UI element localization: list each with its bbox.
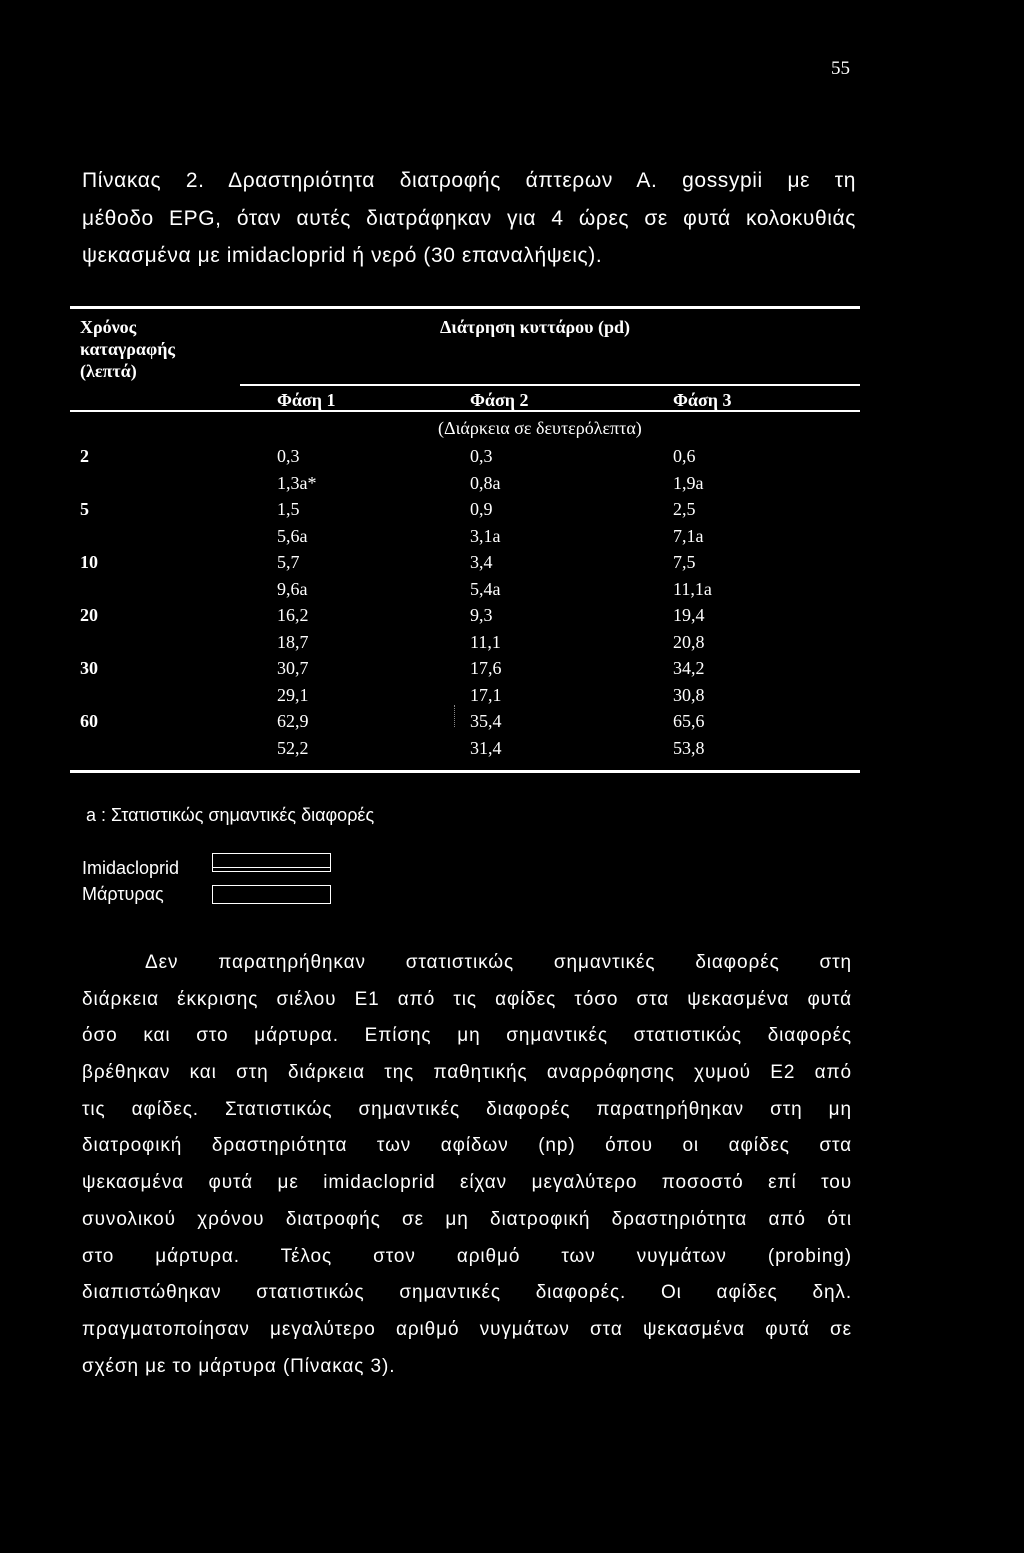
time-cell: 10	[80, 552, 98, 572]
phase-1-cell: 0,3	[277, 446, 300, 466]
unit-note: (Διάρκεια σε δευτερόλεπτα)	[438, 418, 642, 438]
body-line: πραγματοποίησαν μεγαλύτερο αριθμό νυγμάτων στα ψεκασμένα φυτά σε	[82, 1318, 852, 1340]
body-paragraph	[82, 945, 852, 1385]
phase-1-cell: 29,1	[277, 684, 309, 705]
phase-2-cell: 0,8a	[470, 472, 501, 493]
body-line: Δεν παρατηρήθηκαν στατιστικώς σημαντικές διαφορές στη	[145, 952, 852, 973]
time-header-line: Χρόνος	[80, 317, 137, 337]
caption-line: ψεκασμένα με imidacloprid ή νερό (30 επαναλήψεις).	[82, 244, 603, 267]
phase-1-cell: 16,2	[277, 605, 309, 625]
phase-3-cell: 20,8	[673, 631, 705, 652]
time-cell: 30	[80, 658, 98, 678]
phase-header-rule	[240, 384, 860, 386]
phase-2-cell: 9,3	[470, 605, 493, 625]
phase-3-cell: 2,5	[673, 499, 696, 519]
body-line: στο μάρτυρα. Τέλος στον αριθμό των νυγμάτων (probing)	[82, 1245, 852, 1267]
body-line: τις αφίδες. Στατιστικώς σημαντικές διαφορές παρατηρήθηκαν στη μη	[82, 1098, 852, 1120]
phase-2-cell: 17,6	[470, 658, 502, 678]
legend-imidacloprid-swatch	[212, 853, 331, 872]
group-header: Διάτρηση κυττάρου (pd)	[440, 317, 631, 337]
phase-1-cell: 5,7	[277, 552, 300, 572]
legend-control-swatch	[212, 885, 331, 904]
body-line: διάρκεια έκκρισης σιέλου E1 από τις αφίδες τόσο στα ψεκασμένα φυτά	[82, 988, 852, 1010]
phase-3-cell: 53,8	[673, 737, 705, 758]
phase-1-cell: 5,6a	[277, 525, 308, 546]
phase-3-cell: 7,5	[673, 552, 696, 572]
time-header	[80, 316, 175, 382]
phase-3-cell: 1,9a	[673, 472, 704, 493]
time-cell: 60	[80, 711, 98, 731]
phase-3-cell: 65,6	[673, 711, 705, 731]
phase-3-header: Φάση 3	[673, 390, 732, 410]
phase-2-cell: 0,3	[470, 446, 493, 466]
phase-2-cell: 31,4	[470, 737, 502, 758]
phase-1-cell: 52,2	[277, 737, 309, 758]
body-line: διαπιστώθηκαν στατιστικώς σημαντικές διαφορές. Οι αφίδες δηλ.	[82, 1282, 852, 1304]
body-line: όσο και στο μάρτυρα. Επίσης μη σημαντικές στατιστικώς διαφορές	[82, 1025, 852, 1047]
phase-2-cell: 11,1	[470, 631, 501, 652]
phase-3-cell: 11,1a	[673, 578, 712, 599]
phase-1-header: Φάση 1	[277, 390, 336, 410]
header-bottom-rule	[70, 410, 860, 412]
table-bottom-rule	[70, 770, 860, 773]
phase-3-cell: 7,1a	[673, 525, 704, 546]
table-caption	[82, 162, 856, 275]
phase-2-cell: 3,4	[470, 552, 493, 572]
body-line: σχέση με το μάρτυρα (Πίνακας 3).	[82, 1355, 396, 1377]
phase-2-cell: 5,4a	[470, 578, 501, 599]
footnote: a : Στατιστικώς σημαντικές διαφορές	[86, 805, 375, 825]
body-line: συνολικού χρόνου διατροφής σε μη διατροφική δραστηριότητα από ότι	[82, 1208, 852, 1230]
time-cell: 20	[80, 605, 98, 625]
body-line: βρέθηκαν και στη διάρκεια της παθητικής αναρρόφησης χυμού E2 από	[82, 1062, 852, 1084]
page-number: 55	[831, 58, 850, 79]
caption-line: μέθοδο EPG, όταν αυτές διατράφηκαν για 4 ώρες σε φυτά κολοκυθιάς	[82, 206, 856, 230]
phase-2-cell: 17,1	[470, 684, 502, 705]
dotted-mark	[454, 705, 455, 727]
time-cell: 2	[80, 446, 89, 466]
phase-3-cell: 30,8	[673, 684, 705, 705]
caption-line: Πίνακας 2. Δραστηριότητα διατροφής άπτερων Α. gossypii με τη	[82, 169, 856, 192]
phase-2-cell: 35,4	[470, 711, 502, 731]
phase-2-cell: 3,1a	[470, 525, 501, 546]
phase-1-cell: 1,3a*	[277, 472, 317, 493]
phase-1-cell: 18,7	[277, 631, 309, 652]
legend-imidacloprid-label: Imidacloprid	[82, 858, 180, 878]
phase-3-cell: 34,2	[673, 658, 705, 678]
legend-control-label: Μάρτυρας	[82, 884, 164, 904]
time-header-line: (λεπτά)	[80, 361, 137, 381]
body-line: διατροφική δραστηριότητα των αφίδων (np) όπου οι αφίδες στα	[82, 1135, 852, 1157]
time-cell: 5	[80, 499, 89, 519]
phase-1-cell: 62,9	[277, 711, 309, 731]
phase-3-cell: 0,6	[673, 446, 696, 466]
phase-2-cell: 0,9	[470, 499, 493, 519]
body-line: ψεκασμένα φυτά με imidacloprid είχαν μεγαλύτερο ποσοστό επί του	[82, 1172, 852, 1194]
phase-1-cell: 1,5	[277, 499, 300, 519]
phase-1-cell: 9,6a	[277, 578, 308, 599]
phase-3-cell: 19,4	[673, 605, 705, 625]
table-top-rule	[70, 306, 860, 309]
phase-1-cell: 30,7	[277, 658, 309, 678]
time-header-line: καταγραφής	[80, 339, 176, 359]
phase-2-header: Φάση 2	[470, 390, 529, 410]
